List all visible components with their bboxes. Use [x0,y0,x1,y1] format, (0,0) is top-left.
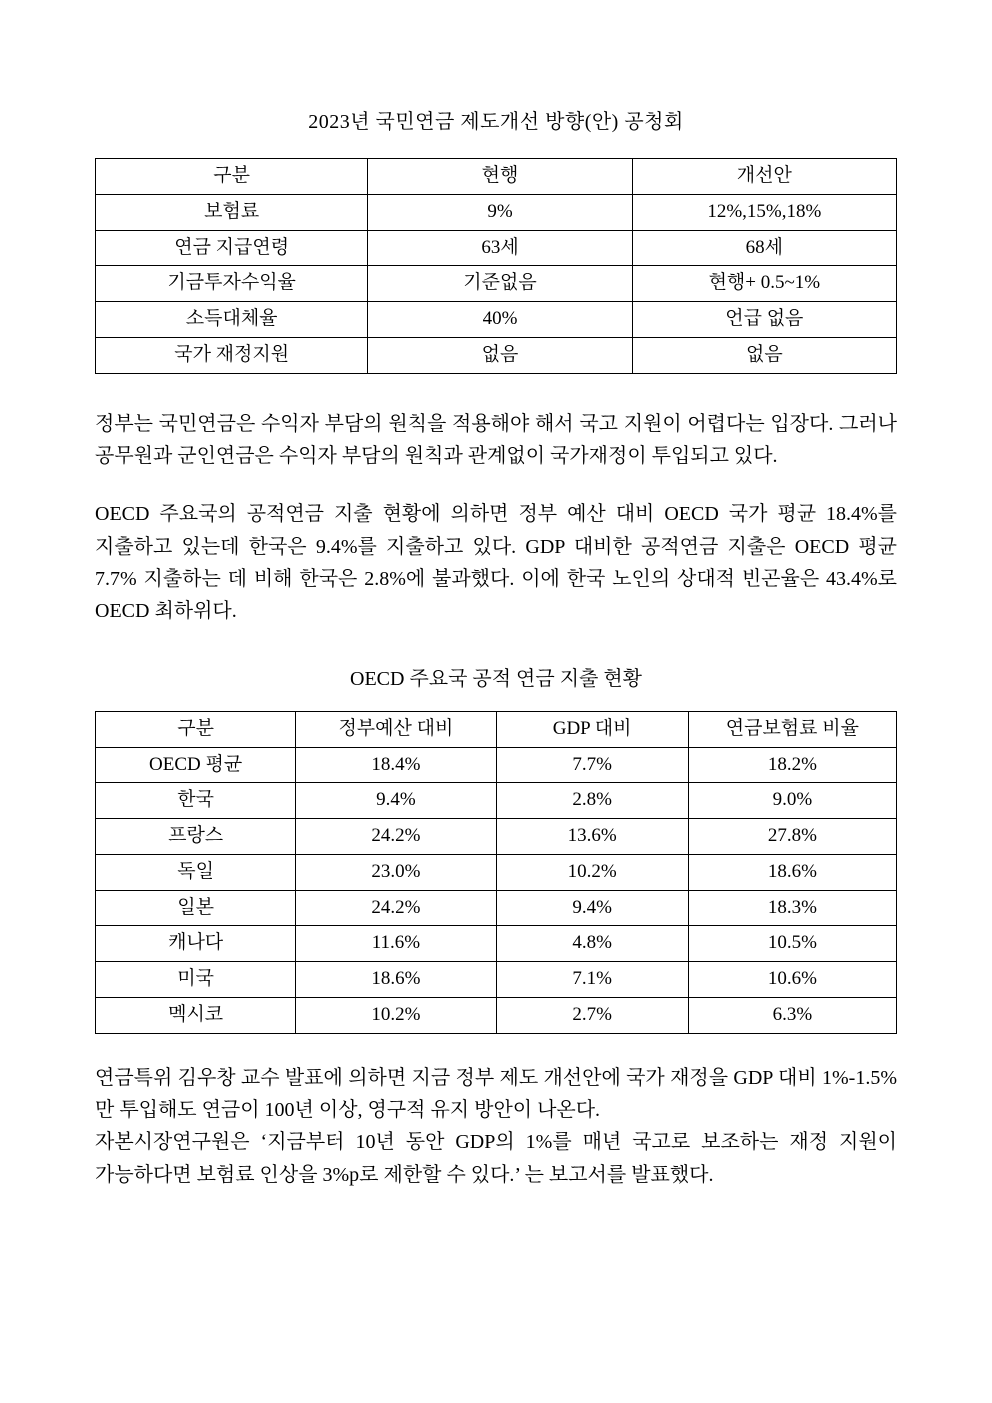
table-row [96,854,897,890]
table-cell: 7.1% [496,962,688,998]
table-cell: 국가 재정지원 [96,337,368,373]
table-cell: 4.8% [496,926,688,962]
table-cell: 프랑스 [96,819,296,855]
paragraph-oecd-comparison: OECD 주요국의 공적연금 지출 현황에 의하면 정부 예산 대비 OECD 국가 평균 18.4%를 지출하고 있는데 한국은 9.4%를 지출하고 있다. GDP 대비한 공적연금 지출은 OECD 평균 7.7% 지출하는 데 비해 한국은 2.8%에 불과했다. 이에 한국 노인의 상대적 빈곤율은 43.4%로 OECD 최하위다. [95,503,897,623]
table-header-cell: 현행 [368,159,632,195]
table-cell: 7.7% [496,747,688,783]
table-cell: 6.3% [688,997,896,1033]
table-row [96,997,897,1033]
table-cell: 23.0% [296,854,496,890]
table-cell: 없음 [368,337,632,373]
page-title: 2023년 국민연금 제도개선 방향(안) 공청회 [308,111,684,133]
table-header-cell: 구분 [96,159,368,195]
table-cell: 2.8% [496,783,688,819]
table-cell: 12%,15%,18% [632,194,896,230]
table-header-cell: 개선안 [632,159,896,195]
table-cell: 9.4% [296,783,496,819]
table-cell: 기금투자수익율 [96,266,368,302]
table-row [96,962,897,998]
table-row [96,783,897,819]
table-cell: 24.2% [296,890,496,926]
table-cell: 미국 [96,962,296,998]
table-row [96,230,897,266]
table-cell: OECD 평균 [96,747,296,783]
table-cell: 10.2% [296,997,496,1033]
table-cell: 11.6% [296,926,496,962]
table-cell: 보험료 [96,194,368,230]
table-row [96,747,897,783]
table-cell: 40% [368,302,632,338]
table-cell: 18.3% [688,890,896,926]
table-row [96,711,897,747]
paragraph-kcmi-report: 자본시장연구원은 ‘지금부터 10년 동안 GDP의 1%를 매년 국고로 보조하는 재정 지원이 가능하다면 보험료 인상을 3%p로 제한할 수 있다.’ 는 보고서를 발표했다. [95,1131,897,1186]
table-header-cell: 구분 [96,711,296,747]
table-row [96,159,897,195]
table-cell: 10.2% [496,854,688,890]
table-cell: 9% [368,194,632,230]
table-cell: 현행+ 0.5~1% [632,266,896,302]
table-row [96,302,897,338]
table-cell: 24.2% [296,819,496,855]
table-row [96,890,897,926]
table-cell: 일본 [96,890,296,926]
table-cell: 연금 지급연령 [96,230,368,266]
table-cell: 한국 [96,783,296,819]
table-cell: 10.5% [688,926,896,962]
table-cell: 독일 [96,854,296,890]
table-row [96,819,897,855]
table-cell: 18.6% [296,962,496,998]
paragraph-spacer [95,472,897,498]
table-cell: 10.6% [688,962,896,998]
oecd-pension-spending-table [95,711,897,1034]
table-cell: 13.6% [496,819,688,855]
table-cell: 18.2% [688,747,896,783]
table-cell: 기준없음 [368,266,632,302]
pension-reform-table [95,158,897,374]
table-cell: 언급 없음 [632,302,896,338]
table-header-cell: 정부예산 대비 [296,711,496,747]
table-cell: 9.0% [688,783,896,819]
table-cell: 2.7% [496,997,688,1033]
table-cell: 27.8% [688,819,896,855]
table-cell: 캐나다 [96,926,296,962]
table-cell: 소득대체율 [96,302,368,338]
table-row [96,266,897,302]
table-row [96,926,897,962]
table-spacer [95,1034,897,1062]
paragraph-government-position: 정부는 국민연금은 수익자 부담의 원칙을 적용해야 해서 국고 지원이 어렵다는 입장다. 그러나 공무원과 군인연금은 수익자 부담의 원칙과 관계없이 국가재정이 투입되고 있다. [95,412,897,467]
table-header-cell: GDP 대비 [496,711,688,747]
table-cell: 68세 [632,230,896,266]
table-header-cell: 연금보험료 비율 [688,711,896,747]
table-cell: 멕시코 [96,997,296,1033]
table-cell: 18.6% [688,854,896,890]
table-cell: 9.4% [496,890,688,926]
table-row [96,337,897,373]
table-cell: 18.4% [296,747,496,783]
table-row [96,194,897,230]
paragraph-kim-woochang: 연금특위 김우창 교수 발표에 의하면 지금 정부 제도 개선안에 국가 재정을 GDP 대비 1%-1.5%만 투입해도 연금이 100년 이상, 영구적 유지 방안이 나온다. [95,1066,897,1121]
table-cell: 없음 [632,337,896,373]
table-cell: 63세 [368,230,632,266]
section-title: OECD 주요국 공적 연금 지출 현황 [350,667,642,690]
